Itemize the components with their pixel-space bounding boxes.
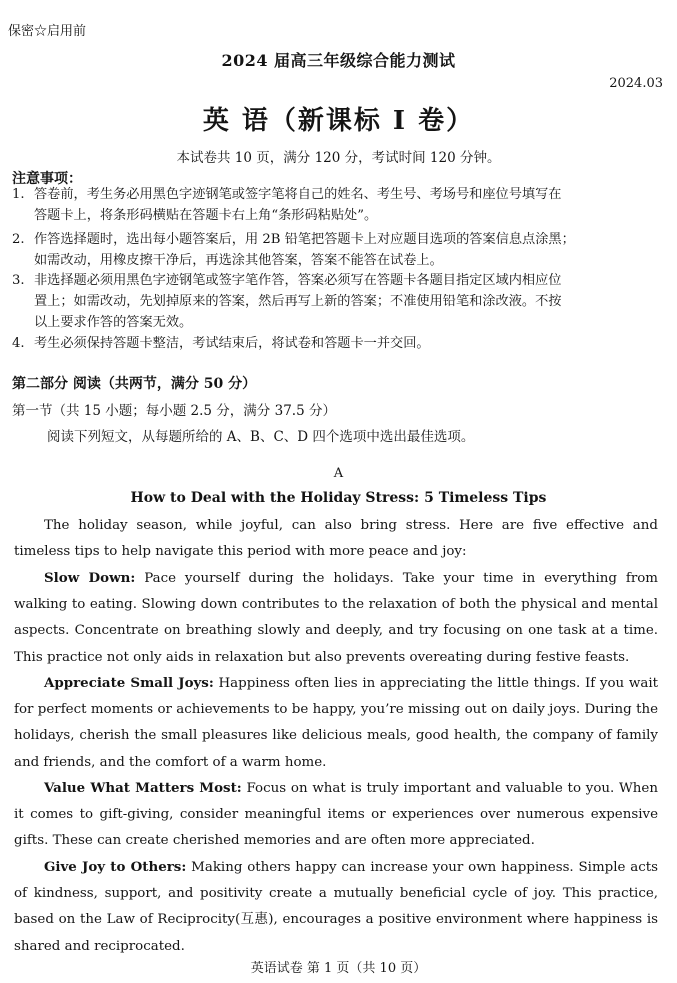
passage-letter: A [333, 466, 344, 481]
notice-item-text: 如需改动，用橡皮擦干净后，再选涂其他答案，答案不能答在试卷上。 [34, 253, 443, 268]
tip-heading: Slow Down: [44, 570, 136, 586]
tip-text: Focus on what is truly important and valuable to you. When it comes to gift-giving, consider meaningful items or experiences over numerous expensive gifts. These can create cherished memories and are often more appreciated. [14, 781, 658, 849]
notice-item-number: 4. [12, 336, 25, 351]
tip-heading: Value What Matters Most: [44, 780, 242, 796]
notice-item-text: 答题卡上，将条形码横贴在答题卡右上角“条形码粘贴处”。 [34, 208, 378, 223]
notice-item [12, 184, 662, 226]
notice-item-number: 3. [12, 273, 25, 288]
notice-item-text: 非选择题必须用黑色字迹钢笔或签字笔作答，答案必须写在答题卡各题目指定区域内相应位 [34, 273, 562, 288]
notice-item [12, 270, 662, 333]
notice-item [12, 333, 662, 354]
tip-paragraph [14, 854, 658, 960]
notice-item-text: 答卷前，考生务必用黑色字迹钢笔或签字笔将自己的姓名、考生号、考场号和座位号填写在 [34, 187, 562, 202]
page-footer: 英语试卷 第 1 页（共 10 页） [250, 961, 427, 976]
tip-text: Happiness often lies in appreciating the little things. If you wait for perfect moments or achievements to be happy, you’re missing out on daily joys. During the holidays, cherish the small pleasures like delicious meals, good health, the company of family and friends, and the comfort of a warm home. [14, 676, 659, 770]
tip-paragraph [14, 565, 658, 671]
notice-item-text: 置上；如需改动，先划掉原来的答案，然后再写上新的答案；不准使用铅笔和涂改液。不按 [34, 294, 562, 309]
tip-heading: Appreciate Small Joys: [44, 675, 214, 691]
tip-text: Making others happy can increase your own happiness. Simple acts of kindness, support, and positivity create a mutually beneficial cycle of joy. This practice, based on the Law of Reciprocity(互惠), encourages a positive environment where happiness is shared and reciprocated. [14, 860, 658, 954]
notice-item-number: 2. [12, 232, 25, 247]
notice-item-text: 考生必须保持答题卡整洁，考试结束后，将试卷和答题卡一并交回。 [34, 336, 430, 351]
notice-item-text: 以上要求作答的答案无效。 [34, 315, 193, 330]
passage-title: How to Deal with the Holiday Stress: 5 Timeless Tips [130, 490, 547, 506]
confidential-label: 保密☆启用前 [8, 24, 87, 39]
instruction-text: 阅读下列短文，从每题所给的 A、B、C、D 四个选项中选出最佳选项。 [47, 429, 475, 445]
tip-heading: Give Joy to Others: [44, 859, 187, 875]
exam-title: 2024 届高三年级综合能力测试 [221, 51, 456, 70]
subject-title: 英 语（新课标 I 卷） [202, 106, 475, 136]
tip-paragraph [14, 670, 658, 776]
exam-info: 本试卷共 10 页，满分 120 分，考试时间 120 分钟。 [176, 150, 501, 166]
notice-item-text: 作答选择题时，选出每小题答案后，用 2B 铅笔把答题卡上对应题目选项的答案信息点涂黑； [34, 232, 575, 247]
tip-text: Pace yourself during the holidays. Take your time in everything from walking to eating. Slowing down contributes to the relaxation of both the physical and mental aspects. Concentrate on breathing slowly and deeply, and try focusing on one task at a time. This practice not only aids in relaxation but also prevents overeating during festive feasts. [14, 571, 658, 665]
exam-date: 2024.03 [609, 76, 663, 91]
notice-item-number: 1. [12, 187, 25, 202]
part-heading: 第二部分 阅读（共两节，满分 50 分） [12, 376, 257, 392]
tip-paragraph [14, 775, 658, 855]
notice-item [12, 229, 662, 271]
passage-intro: The holiday season, while joyful, can also bring stress. Here are five effective and timeless tips to help navigate this period with more peace and joy: [14, 518, 658, 560]
section-heading: 第一节（共 15 小题；每小题 2.5 分，满分 37.5 分） [12, 403, 336, 419]
notice-heading: 注意事项： [12, 171, 82, 187]
